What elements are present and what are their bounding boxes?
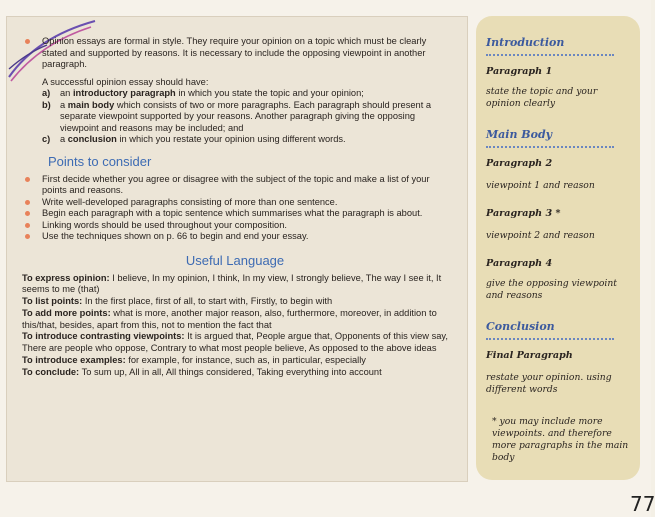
item-post: in which you restate your opinion using different words. (116, 134, 346, 144)
points-list (22, 174, 448, 243)
sidebar-paragraph-2-label: Paragraph 2 (486, 158, 553, 169)
point-item (22, 208, 448, 220)
item-bold: introductory paragraph (72, 88, 176, 98)
intro-bullet (22, 36, 448, 71)
point-item (22, 220, 448, 232)
language-text: what is more, another major reason, also, furthermore, moreover, in addition to this/that, besides, apart from this, not to mention the fact that (22, 307, 437, 330)
item-letter: a) (42, 88, 51, 98)
item-pre: a (60, 99, 68, 110)
point-text: Use the techniques shown on p. 66 to begin and end your essay. (42, 231, 309, 241)
language-label: To express opinion: (22, 272, 110, 283)
sidebar-paragraph-3-text: viewpoint 2 and reason (486, 230, 595, 241)
language-row (22, 296, 448, 308)
language-text: To sum up, All in all, All things considered, Taking everything into account (79, 366, 382, 377)
sidebar-final-paragraph-label: Final Paragraph (486, 350, 573, 361)
sidebar-conclusion-heading: Conclusion (486, 320, 555, 333)
intro-item (22, 88, 448, 100)
intro-items-list (22, 88, 448, 146)
language-row (22, 355, 448, 367)
item-post: in which you state the topic and your opinion; (175, 88, 364, 98)
page-number: 77 (630, 492, 655, 516)
language-label: To add more points: (22, 307, 111, 318)
bullet-dot (25, 39, 30, 44)
essay-plan-sidebar (476, 16, 640, 480)
bullet-dot (25, 211, 30, 216)
point-item (22, 174, 448, 197)
sidebar-paragraph-1-label: Paragraph 1 (486, 66, 553, 77)
point-text: Linking words should be used throughout your composition. (42, 219, 287, 230)
language-row (22, 367, 448, 379)
points-title: Points to consider (48, 153, 152, 169)
item-pre: an (60, 88, 73, 98)
intro-lead: A successful opinion essay should have: (42, 76, 209, 87)
sidebar-main-body-heading: Main Body (486, 128, 553, 141)
useful-language-list (22, 273, 448, 379)
item-bold: conclusion (67, 134, 117, 144)
bullet-dot (25, 234, 30, 239)
dotted-divider (486, 146, 614, 152)
language-row (22, 331, 448, 355)
item-pre: a (60, 134, 68, 144)
sidebar-paragraph-1-text: state the topic and your opinion clearly (486, 86, 598, 109)
sidebar-note: * you may include more viewpoints. and therefore more paragraphs in the main body (492, 416, 629, 463)
language-text: I believe, In my opinion, I think, In my view, I strongly believe, The way I see it, It seems to me (that) (22, 272, 442, 295)
item-post: which consists of two or more paragraphs. Each paragraph should present a separate viewpoint supported by your reasons. Another paragraph giving the opposing viewpoint and reasons may be included; and (60, 99, 432, 133)
language-text: for example, for instance, such as, in particular, especially (125, 355, 366, 366)
dotted-divider (486, 54, 614, 60)
point-text: Begin each paragraph with a topic sentence which summarises what the paragraph is about. (42, 208, 423, 218)
bullet-dot (25, 223, 30, 228)
dotted-divider (486, 338, 614, 344)
point-text: First decide whether you agree or disagree with the subject of the topic and make a list of your points and reasons. (42, 173, 430, 195)
language-text: In the first place, first of all, to start with, Firstly, to begin with (82, 296, 333, 307)
language-label: To introduce contrasting viewpoints: (22, 331, 185, 342)
bullet-dot (25, 177, 30, 182)
language-label: To introduce examples: (22, 355, 126, 366)
point-item (22, 197, 448, 209)
intro-item (22, 100, 448, 135)
sidebar-final-paragraph-text: restate your opinion. using different words (486, 372, 612, 395)
item-letter: c) (42, 134, 51, 144)
intro-item (22, 134, 448, 146)
point-text: Write well-developed paragraphs consisting of more than one sentence. (42, 196, 338, 207)
bullet-dot (25, 200, 30, 205)
intro-text: Opinion essays are formal in style. They require your opinion on a topic which must be clearly stated and supported by reasons. It is necessary to include the opposing viewpoint in another paragraph. (42, 36, 427, 69)
language-row (22, 273, 448, 297)
sidebar-paragraph-4-text: give the opposing viewpoint and reasons (486, 278, 617, 301)
sidebar-paragraph-3-label: Paragraph 3 * (486, 208, 561, 219)
language-label: To conclude: (22, 366, 80, 377)
language-text: It is argued that, People argue that, Opponents of this view say, There are people who oppose, Contrary to what most people believe, As opposed to the above ideas (22, 331, 448, 354)
point-item (22, 231, 448, 243)
sidebar-paragraph-4-label: Paragraph 4 (486, 258, 553, 269)
language-row (22, 308, 448, 332)
main-content (22, 36, 448, 379)
item-letter: b) (42, 99, 51, 110)
useful-language-title: Useful Language (185, 252, 285, 268)
sidebar-introduction-heading: Introduction (486, 36, 565, 49)
sidebar-paragraph-2-text: viewpoint 1 and reason (486, 180, 595, 191)
language-label: To list points: (22, 296, 83, 307)
item-bold: main body (67, 99, 115, 110)
